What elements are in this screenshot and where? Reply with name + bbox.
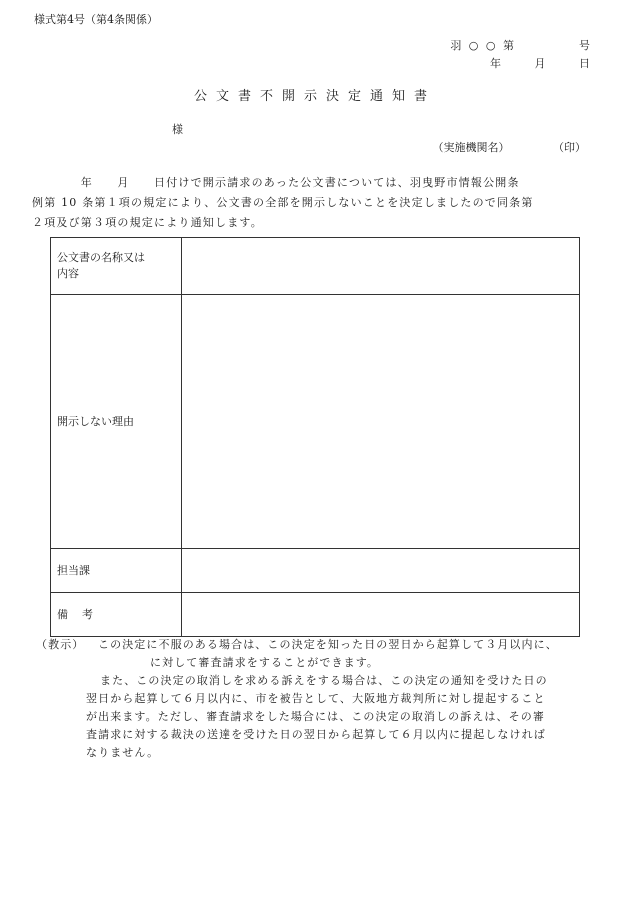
notice-body bbox=[32, 173, 602, 233]
notes-value bbox=[182, 593, 580, 637]
instruction-line: なりません。 bbox=[86, 746, 160, 759]
reason-label: 開示しない理由 bbox=[51, 295, 182, 549]
body-line: ２項及び第３項の規定により通知します。 bbox=[32, 216, 263, 229]
instruction-line: に対して審査請求をすることができます。 bbox=[150, 656, 380, 669]
instruction-line: また、この決定の取消しを求める訴えをする場合は、この決定の通知を受けた日の bbox=[100, 674, 548, 687]
document-number: 羽 ○ ○ 第 号 bbox=[450, 39, 592, 52]
instruction-line: 翌日から起算して６月以内に、市を被告として、大阪地方裁判所に対し提起すること bbox=[86, 692, 546, 705]
recipient-honorific: 様 bbox=[172, 123, 183, 136]
table-row-department bbox=[51, 549, 580, 593]
notes-label-text: 備考 bbox=[57, 607, 107, 621]
instruction-block bbox=[36, 636, 606, 762]
table-row-reason bbox=[51, 295, 580, 549]
table-row-notes bbox=[51, 593, 580, 637]
instruction-line: この決定に不服のある場合は、この決定を知った日の翌日から起算して３月以内に、 bbox=[98, 638, 558, 651]
notes-label bbox=[51, 593, 182, 637]
form-number: 様式第4号（第4条関係） bbox=[34, 13, 158, 26]
department-label: 担当課 bbox=[51, 549, 182, 593]
body-line: 例第 10 条第１項の規定により、公文書の全部を開示しないことを決定しましたので同条第 bbox=[32, 196, 534, 209]
instruction-line: が出来ます。ただし、審査請求をした場合には、この決定の取消しの訴えは、その審 bbox=[86, 710, 545, 723]
issuer-org-placeholder: （実施機関名） bbox=[432, 141, 510, 154]
body-line: 年 月 日付けで開示請求のあった公文書については、羽曳野市情報公開条 bbox=[32, 176, 520, 189]
instruction-label: （教示） bbox=[36, 638, 85, 651]
instruction-line: 査請求に対する裁決の送達を受けた日の翌日から起算して６月以内に提起しなければ bbox=[86, 728, 546, 741]
seal-mark: （印） bbox=[553, 141, 586, 154]
decision-table bbox=[50, 237, 580, 637]
reason-value bbox=[182, 295, 580, 549]
issuer-line bbox=[433, 140, 587, 156]
document-date: 年 月 日 bbox=[490, 57, 592, 70]
document-name-label-text: 公文書の名称又は 内容 bbox=[57, 251, 145, 280]
page-title: 公文書不開示決定通知書 bbox=[193, 89, 436, 104]
document-name-value bbox=[182, 238, 580, 295]
instruction-paragraph bbox=[36, 672, 606, 762]
document-name-label bbox=[51, 238, 182, 295]
table-row-document-name bbox=[51, 238, 580, 295]
department-value bbox=[182, 549, 580, 593]
